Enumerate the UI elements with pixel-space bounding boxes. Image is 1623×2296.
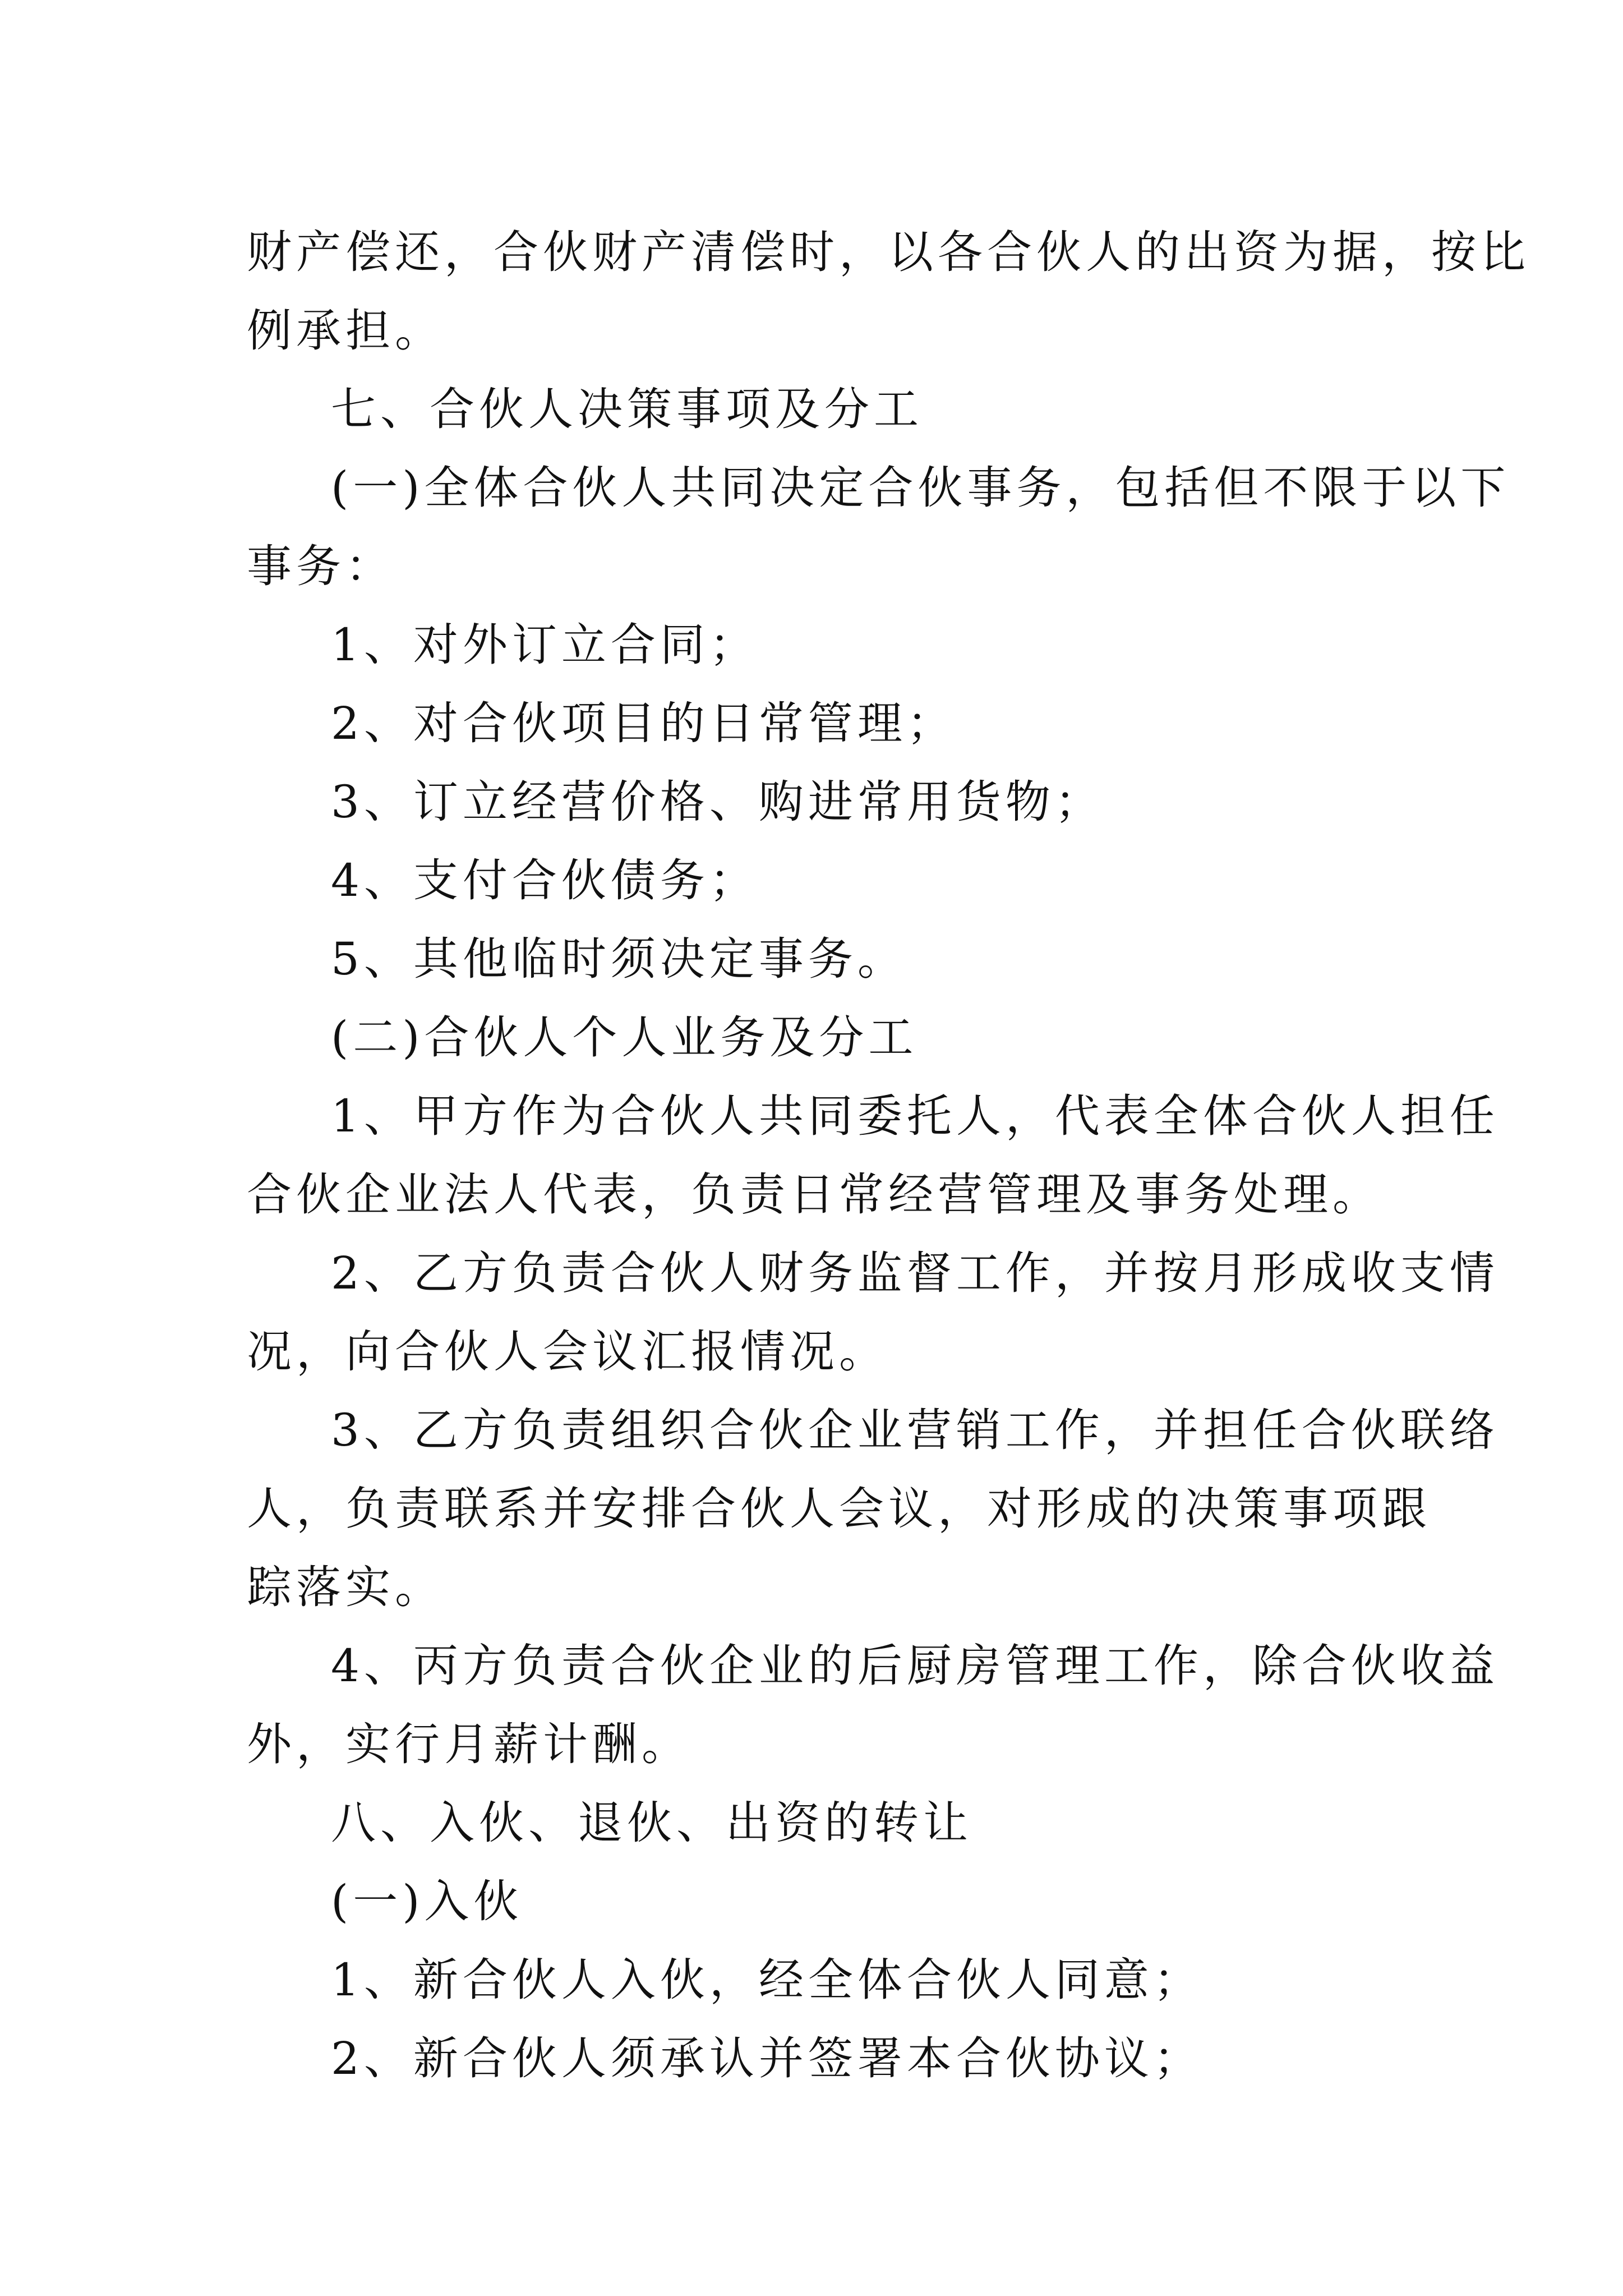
subsection-heading: (二)合伙人个人业务及分工 [331,1011,918,1064]
list-item: 5、其他临时须决定事务。 [331,933,907,985]
paragraph-line: 外，实行月薪计酬。 [247,1718,691,1770]
document-body [247,213,1530,2098]
paragraph-line: 财产偿还，合伙财产清偿时，以各合伙人的出资为据，按比 [247,226,1530,278]
list-item: 4、支付合伙债务； [331,854,759,907]
list-item: 2、对合伙项目的日常管理； [331,697,956,749]
list-item: 1、新合伙人入伙，经全体合伙人同意； [331,1954,1203,2006]
paragraph-line: 例承担。 [247,305,444,357]
list-item: 3、订立经营价格、购进常用货物； [331,776,1104,828]
paragraph-line: 事务： [247,540,395,592]
list-item: 2、乙方负责合伙人财务监督工作，并按月形成收支情 [331,1247,1499,1299]
paragraph-line: 合伙企业法人代表，负责日常经营管理及事务处理。 [247,1168,1382,1221]
paragraph-line: 踪落实。 [247,1561,444,1613]
list-item: 3、乙方负责组织合伙企业营销工作，并担任合伙联络 [331,1404,1499,1456]
subsection-heading: (一)全体合伙人共同决定合伙事务，包括但不限于以下 [331,462,1510,514]
section-heading: 八、入伙、退伙、出资的转让 [331,1797,972,1849]
list-item: 4、丙方负责合伙企业的后厨房管理工作，除合伙收益 [331,1640,1499,1692]
subsection-heading: (一)入伙 [331,1875,523,1927]
list-item: 1、甲方作为合伙人共同委托人，代表全体合伙人担任 [331,1090,1499,1142]
section-heading: 七、合伙人决策事项及分工 [331,383,923,435]
paragraph-line: 人，负责联系并安排合伙人会议，对形成的决策事项跟 [247,1483,1431,1535]
paragraph-line: 况，向合伙人会议汇报情况。 [247,1326,888,1378]
list-item: 2、新合伙人须承认并签署本合伙协议； [331,2032,1203,2085]
list-item: 1、对外订立合同； [331,619,759,671]
